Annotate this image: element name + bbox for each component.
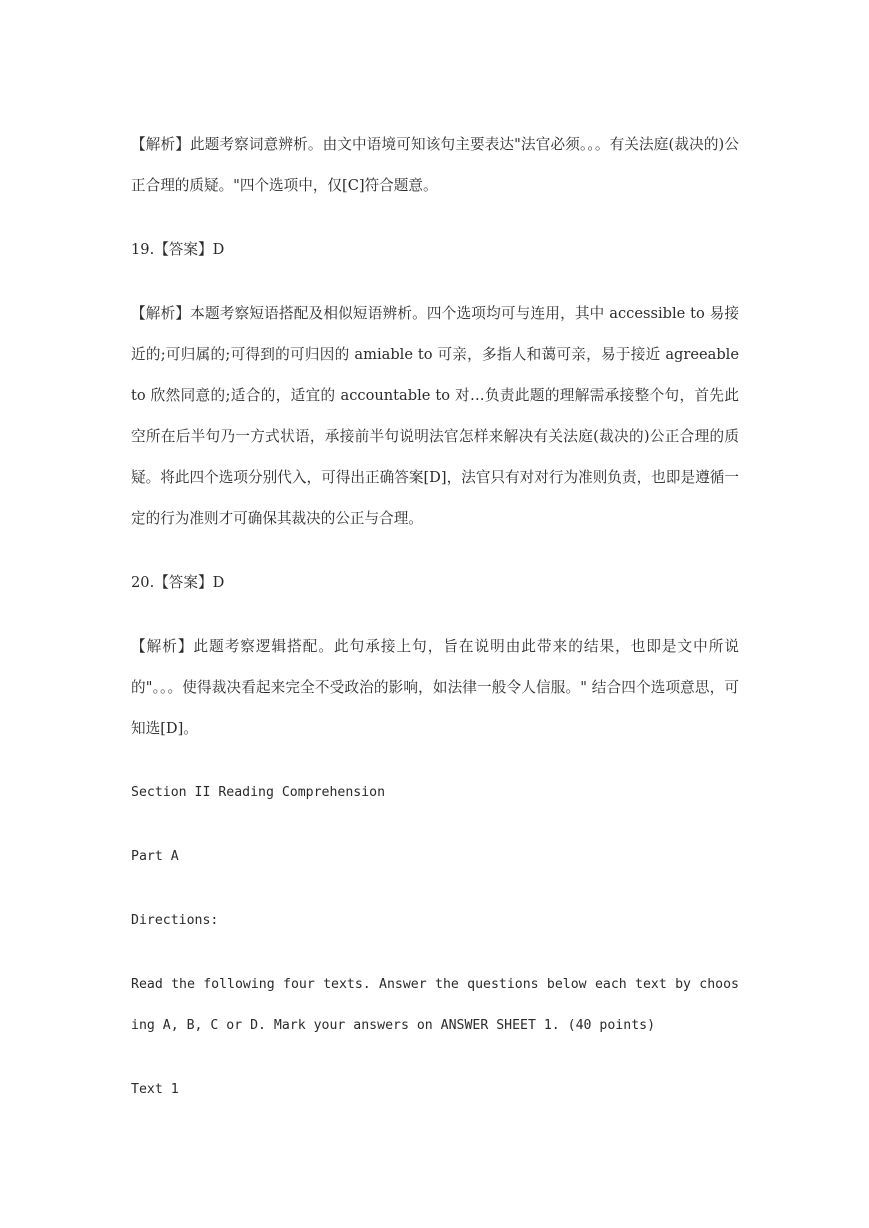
part-heading: Part A xyxy=(131,849,179,864)
analysis-paragraph-20: 【解析】此题考察逻辑搭配。此句承接上句，旨在说明由此带来的结果，也即是文中所说的"。。。使得裁决看起来完全不受政治的影响，如法律一般令人信服。" 结合四个选项意思，可知选[D]。 xyxy=(131,638,739,737)
answer-20: 20.【答案】D xyxy=(131,574,225,591)
answer-19: 19.【答案】D xyxy=(131,241,225,258)
directions-text: Read the following four texts. Answer the questions below each text by choosing A, B, C or D. Mark your answers on ANSWER SHEET 1. (40 points) xyxy=(131,977,739,1033)
section-heading: Section II Reading Comprehension xyxy=(131,785,386,800)
analysis-paragraph-18: 【解析】此题考察词意辨析。由文中语境可知该句主要表达"法官必须。。。有关法庭(裁决的)公正合理的质疑。"四个选项中，仅[C]符合题意。 xyxy=(131,136,739,194)
directions-label: Directions: xyxy=(131,913,219,928)
text-heading: Text 1 xyxy=(131,1082,179,1097)
analysis-paragraph-19: 【解析】本题考察短语搭配及相似短语辨析。四个选项均可与连用，其中 accessible to 易接近的;可归属的;可得到的可归因的 amiable to 可亲，多指人和蔼可亲，易于接近 agreeable to 欣然同意的;适合的，适宜的 accountable to 对…负责此题的理解需承接整个句，首先此空所在后半句乃一方式状语，承接前半句说明法官怎样来解决有关法庭(裁决的)公正合理的质疑。将此四个选项分别代入，可得出正确答案[D]，法官只有对对行为准则负责，也即是遵循一定的行为准则才可确保其裁决的公正与合理。 xyxy=(131,305,739,527)
document-page xyxy=(131,124,739,1110)
